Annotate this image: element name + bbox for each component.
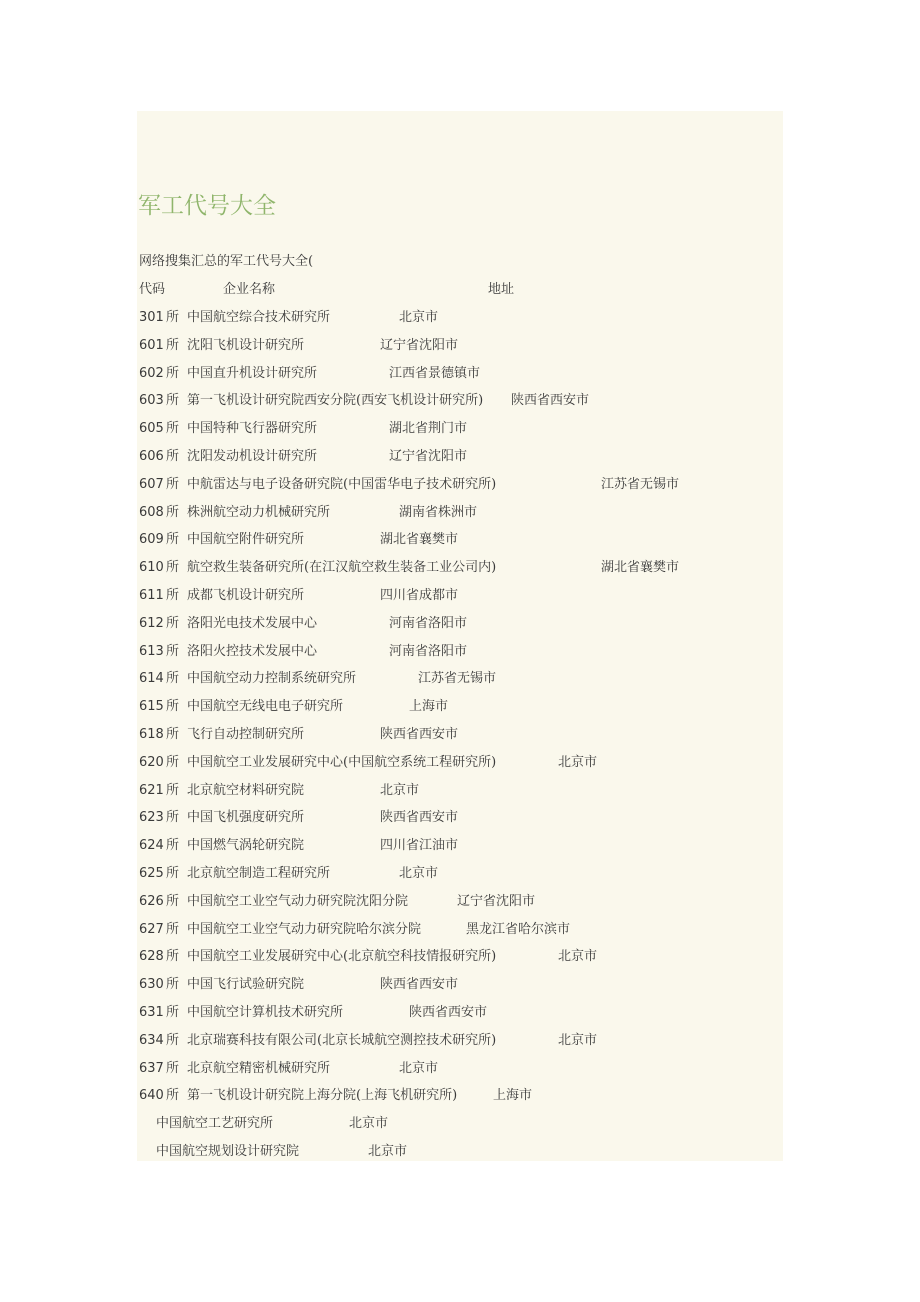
row-name: 中国航空动力控制系统研究所 <box>187 671 357 687</box>
row-code: 612 <box>139 615 164 631</box>
row-unit: 所 <box>166 449 180 464</box>
row-address: 北京市 <box>558 949 598 965</box>
row-code: 623 <box>139 810 164 826</box>
row-name: 中国直升机设计研究所 <box>187 365 318 381</box>
row-unit: 所 <box>166 893 180 909</box>
row-unit: 所 <box>166 504 180 520</box>
row-name: 中国航空规划设计研究院 <box>156 1144 300 1159</box>
row-unit: 所 <box>166 921 180 937</box>
header-code: 代码 <box>139 282 166 297</box>
row-unit: 所 <box>166 615 180 631</box>
row-code: 605 <box>139 421 164 437</box>
row-unit: 所 <box>166 560 180 576</box>
row-name: 中国航空附件研究所 <box>187 532 305 548</box>
row-code: 631 <box>139 1005 164 1020</box>
row-name: 成都飞机设计研究所 <box>187 588 305 603</box>
row-unit: 所 <box>166 365 180 381</box>
row-code: 601 <box>139 337 164 353</box>
header-address: 地址 <box>488 282 515 297</box>
row-code: 621 <box>139 782 164 798</box>
row-name: 中国航空工业发展研究中心(中国航空系统工程研究所) <box>187 754 497 770</box>
row-name: 航空救生装备研究所(在江汉航空救生装备工业公司内) <box>187 560 497 576</box>
row-code: 628 <box>139 949 164 965</box>
row-unit: 所 <box>166 310 180 325</box>
row-code: 608 <box>139 504 164 520</box>
row-address: 北京市 <box>368 1144 408 1159</box>
row-unit: 所 <box>166 699 180 715</box>
row-code: 627 <box>139 921 164 937</box>
row-address: 陕西省西安市 <box>380 977 459 993</box>
row-unit: 所 <box>166 1088 180 1104</box>
row-name: 株洲航空动力机械研究所 <box>187 504 331 520</box>
row-code: 602 <box>139 365 164 381</box>
row-name: 北京瑞赛科技有限公司(北京长城航空测控技术研究所) <box>187 1032 497 1048</box>
row-name: 中国航空综合技术研究所 <box>187 310 331 325</box>
row-unit: 所 <box>166 949 180 965</box>
row-address: 湖南省株洲市 <box>399 504 478 520</box>
intro-text: 网络搜集汇总的军工代号大全( <box>139 254 314 269</box>
row-name: 中航雷达与电子设备研究院(中国雷华电子技术研究所) <box>187 476 497 492</box>
row-address: 陕西省西安市 <box>380 727 459 742</box>
row-code: 620 <box>139 754 164 770</box>
row-unit: 所 <box>166 810 180 826</box>
row-code: 624 <box>139 838 164 854</box>
row-name: 中国特种飞行器研究所 <box>187 421 318 437</box>
page-title: 军工代号大全 <box>138 193 276 219</box>
row-code: 625 <box>139 866 164 881</box>
row-address: 黑龙江省哈尔滨市 <box>466 921 571 937</box>
row-unit: 所 <box>166 727 180 742</box>
row-address: 辽宁省沈阳市 <box>457 893 536 909</box>
row-address: 北京市 <box>349 1116 389 1132</box>
row-address: 辽宁省沈阳市 <box>380 337 459 353</box>
row-unit: 所 <box>166 476 180 492</box>
row-address: 陕西省西安市 <box>511 393 590 409</box>
row-unit: 所 <box>166 838 180 854</box>
row-address: 上海市 <box>493 1088 533 1104</box>
row-name: 中国飞机强度研究所 <box>187 810 305 826</box>
header-name: 企业名称 <box>223 282 276 297</box>
row-name: 北京航空材料研究院 <box>187 782 305 798</box>
row-name: 沈阳飞机设计研究所 <box>187 337 305 353</box>
row-code: 618 <box>139 727 164 742</box>
row-address: 湖北省襄樊市 <box>380 532 459 548</box>
row-address: 湖北省襄樊市 <box>601 560 680 576</box>
row-address: 上海市 <box>409 699 449 715</box>
row-name: 洛阳光电技术发展中心 <box>187 615 318 631</box>
row-code: 626 <box>139 893 164 909</box>
row-address: 江苏省无锡市 <box>418 671 497 687</box>
row-unit: 所 <box>166 532 180 548</box>
row-address: 北京市 <box>558 754 598 770</box>
row-code: 606 <box>139 449 164 464</box>
row-unit: 所 <box>166 671 180 687</box>
row-unit: 所 <box>166 1060 180 1076</box>
row-code: 614 <box>139 671 164 687</box>
row-unit: 所 <box>166 393 180 409</box>
row-code: 634 <box>139 1032 164 1048</box>
row-unit: 所 <box>166 866 180 881</box>
row-address: 河南省洛阳市 <box>389 643 468 659</box>
row-name: 中国燃气涡轮研究院 <box>187 838 305 854</box>
row-name: 洛阳火控技术发展中心 <box>187 643 318 659</box>
row-unit: 所 <box>166 643 180 659</box>
row-code: 615 <box>139 699 164 715</box>
row-code: 640 <box>139 1088 164 1104</box>
row-address: 陕西省西安市 <box>380 810 459 826</box>
row-address: 四川省成都市 <box>380 588 459 603</box>
row-address: 北京市 <box>380 782 420 798</box>
row-name: 中国飞行试验研究院 <box>187 977 305 993</box>
row-address: 北京市 <box>399 310 439 325</box>
row-name: 飞行自动控制研究所 <box>187 727 305 742</box>
row-code: 609 <box>139 532 164 548</box>
row-name: 中国航空工业发展研究中心(北京航空科技情报研究所) <box>187 949 497 965</box>
row-name: 北京航空制造工程研究所 <box>187 866 331 881</box>
row-address: 江苏省无锡市 <box>601 476 680 492</box>
row-name: 中国航空计算机技术研究所 <box>187 1005 344 1020</box>
row-address: 江西省景德镇市 <box>389 365 481 381</box>
row-code: 603 <box>139 393 164 409</box>
row-unit: 所 <box>166 1005 180 1020</box>
row-name: 北京航空精密机械研究所 <box>187 1060 331 1076</box>
row-address: 北京市 <box>399 1060 439 1076</box>
row-name: 中国航空工业空气动力研究院哈尔滨分院 <box>187 921 422 937</box>
row-address: 四川省江油市 <box>380 838 459 854</box>
row-name: 中国航空工艺研究所 <box>156 1116 274 1132</box>
row-unit: 所 <box>166 1032 180 1048</box>
row-address: 湖北省荆门市 <box>389 421 468 437</box>
row-address: 北京市 <box>399 866 439 881</box>
row-name: 中国航空无线电电子研究所 <box>187 699 344 715</box>
row-address: 河南省洛阳市 <box>389 615 468 631</box>
row-code: 607 <box>139 476 164 492</box>
row-name: 中国航空工业空气动力研究院沈阳分院 <box>187 893 409 909</box>
row-code: 610 <box>139 560 164 576</box>
row-code: 611 <box>139 588 164 603</box>
row-address: 陕西省西安市 <box>409 1005 488 1020</box>
row-unit: 所 <box>166 977 180 993</box>
row-name: 第一飞机设计研究院西安分院(西安飞机设计研究所) <box>187 393 484 409</box>
row-code: 630 <box>139 977 164 993</box>
row-unit: 所 <box>166 337 180 353</box>
row-address: 辽宁省沈阳市 <box>389 449 468 464</box>
row-unit: 所 <box>166 588 180 603</box>
row-name: 沈阳发动机设计研究所 <box>187 449 318 464</box>
row-code: 301 <box>139 310 164 325</box>
row-unit: 所 <box>166 421 180 437</box>
row-code: 613 <box>139 643 164 659</box>
row-address: 北京市 <box>558 1032 598 1048</box>
row-unit: 所 <box>166 754 180 770</box>
row-unit: 所 <box>166 782 180 798</box>
row-code: 637 <box>139 1060 164 1076</box>
row-name: 第一飞机设计研究院上海分院(上海飞机研究所) <box>187 1088 458 1104</box>
